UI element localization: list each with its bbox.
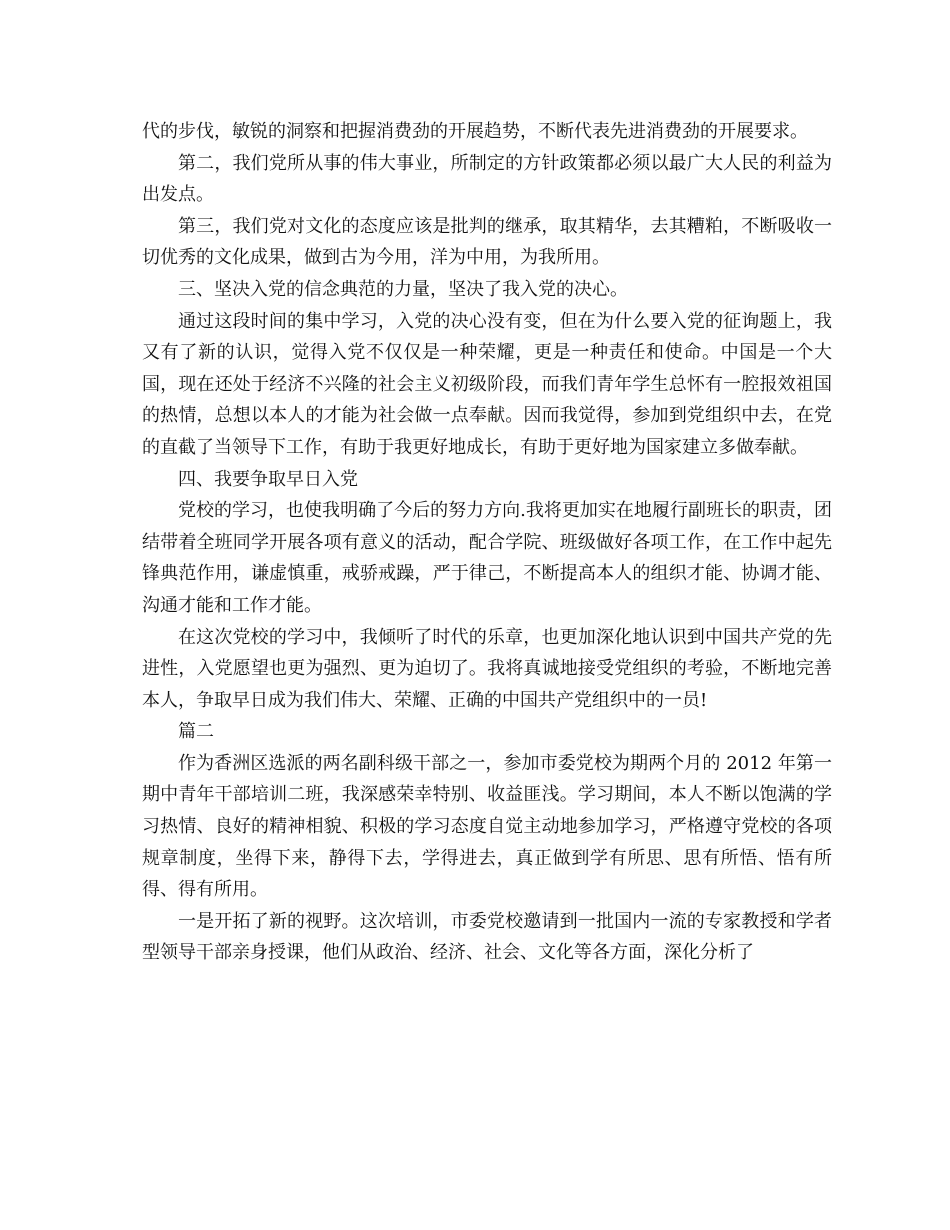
section-heading-four: 四、我要争取早日入党 <box>178 468 358 490</box>
paragraph-direction: 党校的学习，也使我明确了今后的努力方向.我将更加实在地履行副班长的职责，团结带着全班同学开展各项有意义的活动，配合学院、班级做好各项工作，在工作中起先锋典范作用，谦虚慎重，戒骄戒躁，严于律己，不断提高本人的组织才能、协调才能、沟通才能和工作才能。 <box>142 500 832 616</box>
paragraph-training-intro: 作为香洲区选派的两名副科级干部之一，参加市委党校为期两个月的 2012 年第一期中青年干部培训二班，我深感荣幸特别、收益匪浅。学习期间，本人不断以饱满的学习热情、良好的精神相貌、积极的学习态度自觉主动地参加学习，严格遵守党校的各项规章制度，坐得下来，静得下去，学得进去，真正做到学有所思、思有所悟、悟有所得、得有所用。 <box>142 752 832 901</box>
section-heading-three: 三、坚决入党的信念典范的力量，坚决了我入党的决心。 <box>178 278 628 300</box>
paragraph-third-point: 第三，我们党对文化的态度应该是批判的继承，取其精华，去其糟粕，不断吸收一切优秀的文化成果，做到古为今用，洋为中用，为我所用。 <box>142 215 832 269</box>
paragraph-conclusion: 在这次党校的学习中，我倾听了时代的乐章，也更加深化地认识到中国共产党的先进性，入党愿望也更为强烈、更为迫切了。我将真诚地接受党组织的考验，不断地完善本人，争取早日成为我们伟大、荣耀、正确的中国共产党组织中的一员! <box>142 626 832 711</box>
paragraph-new-vision: 一是开拓了新的视野。这次培训，市委党校邀请到一批国内一流的专家教授和学者型领导干部亲身授课，他们从政治、经济、社会、文化等各方面，深化分析了 <box>142 910 832 964</box>
paragraph-second-point: 第二，我们党所从事的伟大事业，所制定的方针政策都必须以最广大人民的利益为出发点。 <box>142 152 832 206</box>
section-heading-part-two: 篇二 <box>178 721 214 743</box>
paragraph-resolve: 通过这段时间的集中学习，入党的决心没有变，但在为什么要入党的征询题上，我又有了新的认识，觉得入党不仅仅是一种荣耀，更是一种责任和使命。中国是一个大国，现在还处于经济不兴隆的社会主义初级阶段，而我们青年学生总怀有一腔报效祖国的热情，总想以本人的才能为社会做一点奉献。因而我觉得，参加到党组织中去，在党的直截了当领导下工作，有助于我更好地成长，有助于更好地为国家建立多做奉献。 <box>142 310 832 458</box>
document-body <box>142 116 832 969</box>
paragraph-continuation: 代的步伐，敏锐的洞察和把握消费劲的开展趋势，不断代表先进消费劲的开展要求。 <box>142 121 808 142</box>
